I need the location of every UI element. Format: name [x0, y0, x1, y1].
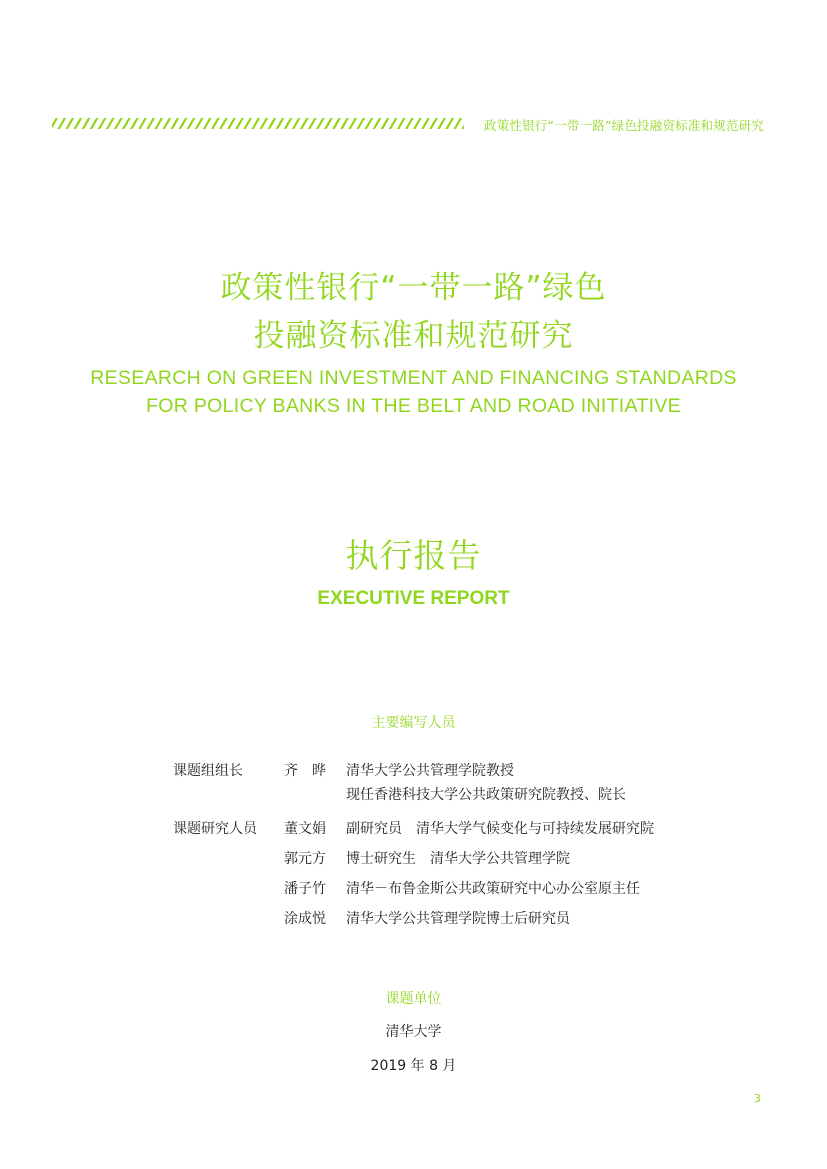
researcher-name: 郭元方 — [284, 851, 326, 867]
authors-heading: 主要编写人员 — [371, 715, 456, 731]
leader-title-2: 现任香港科技大学公共政策研究院教授、院长 — [346, 787, 626, 803]
researcher-title: 清华－布鲁金斯公共政策研究中心办公室原主任 — [346, 881, 640, 897]
researcher-name: 董文娟 — [284, 821, 326, 837]
unit-name: 清华大学 — [385, 1024, 442, 1040]
running-header-title: 政策性银行“一带一路”绿色投融资标准和规范研究 — [484, 118, 765, 133]
title-zh-line2: 投融资标准和规范研究 — [253, 318, 574, 354]
title-en-line2: FOR POLICY BANKS IN THE BELT AND ROAD INITIATIVE — [146, 395, 681, 417]
title-en-line1: RESEARCH ON GREEN INVESTMENT AND FINANCING STANDARDS — [90, 367, 737, 389]
header-hatch-decoration — [52, 118, 464, 129]
researcher-name: 涂成悦 — [284, 911, 326, 927]
leader-title-1: 清华大学公共管理学院教授 — [346, 763, 514, 779]
page-number: 3 — [754, 1092, 761, 1105]
researcher-title: 博士研究生 清华大学公共管理学院 — [346, 851, 570, 867]
title-zh-line1: 政策性银行“一带一路”绿色 — [220, 270, 607, 306]
researcher-name: 潘子竹 — [284, 881, 326, 897]
unit-heading: 课题单位 — [385, 991, 442, 1007]
leader-role: 课题组组长 — [173, 763, 243, 779]
researcher-title: 副研究员 清华大学气候变化与可持续发展研究院 — [346, 821, 654, 837]
report-type-zh: 执行报告 — [345, 536, 482, 575]
report-type-en: EXECUTIVE REPORT — [317, 588, 510, 609]
leader-name: 齐 晔 — [284, 763, 326, 779]
report-date: 2019 年 8 月 — [370, 1058, 457, 1074]
researcher-title: 清华大学公共管理学院博士后研究员 — [346, 911, 570, 927]
researchers-role: 课题研究人员 — [173, 821, 257, 837]
